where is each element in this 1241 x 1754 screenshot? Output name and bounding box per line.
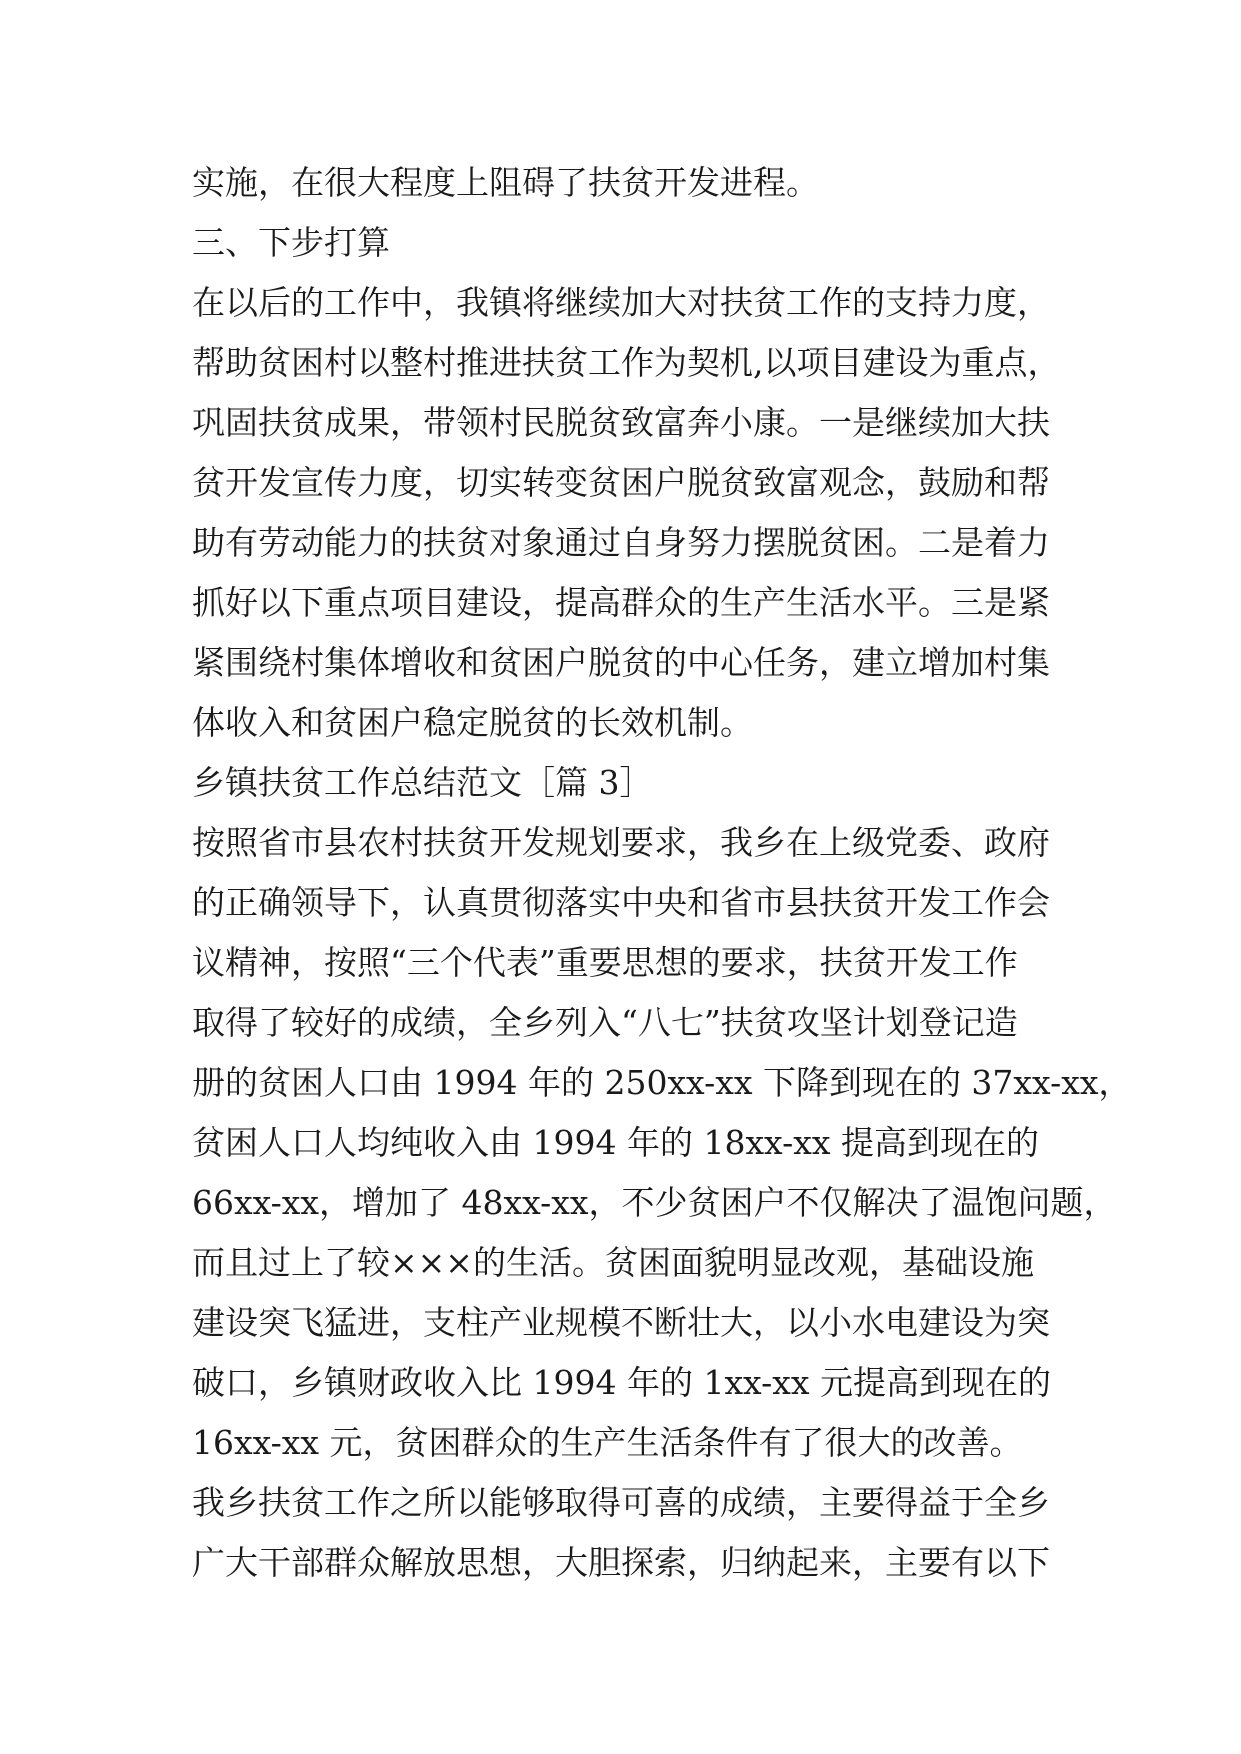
paragraph-line: 议精神，按照“三个代表”重要思想的要求，扶贫开发工作 — [192, 943, 1018, 982]
paragraph-line: 广大干部群众解放思想，大胆探索，归纳起来，主要有以下 — [192, 1543, 1050, 1582]
article-title: 乡镇扶贫工作总结范文［篇 3］ — [192, 763, 653, 802]
paragraph-line: 助有劳动能力的扶贫对象通过自身努力摆脱贫困。二是着力 — [192, 523, 1050, 562]
paragraph-line: 在以后的工作中，我镇将继续加大对扶贫工作的支持力度， — [192, 283, 1050, 322]
paragraph-line: 的正确领导下，认真贯彻落实中央和省市县扶贫开发工作会 — [192, 883, 1050, 922]
paragraph-line: 取得了较好的成绩，全乡列入“八七”扶贫攻坚计划登记造 — [192, 1003, 1018, 1042]
paragraph-line: 实施，在很大程度上阻碍了扶贫开发进程。 — [192, 163, 819, 202]
paragraph-line: 我乡扶贫工作之所以能够取得可喜的成绩，主要得益于全乡 — [192, 1483, 1050, 1522]
paragraph-line: 按照省市县农村扶贫开发规划要求，我乡在上级党委、政府 — [192, 823, 1050, 862]
paragraph-line: 册的贫困人口由 1994 年的 250xx-xx 下降到现在的 37xx-xx， — [192, 1063, 1132, 1102]
paragraph-line: 贫困人口人均纯收入由 1994 年的 18xx-xx 提高到现在的 — [192, 1123, 1039, 1162]
paragraph-line: 而且过上了较×××的生活。贫困面貌明显改观，基础设施 — [192, 1243, 1034, 1282]
paragraph-line: 体收入和贫困户稳定脱贫的长效机制。 — [192, 703, 753, 742]
section-heading: 三、下步打算 — [192, 223, 390, 262]
paragraph-line: 帮助贫困村以整村推进扶贫工作为契机,以项目建设为重点， — [192, 343, 1061, 382]
paragraph-line: 巩固扶贫成果，带领村民脱贫致富奔小康。一是继续加大扶 — [192, 403, 1050, 442]
paragraph-line: 66xx-xx，增加了 48xx-xx，不少贫困户不仅解决了温饱问题， — [192, 1183, 1117, 1222]
paragraph-line: 抓好以下重点项目建设，提高群众的生产生活水平。三是紧 — [192, 583, 1050, 622]
paragraph-line: 紧围绕村集体增收和贫困户脱贫的中心任务，建立增加村集 — [192, 643, 1050, 682]
paragraph-line: 破口，乡镇财政收入比 1994 年的 1xx-xx 元提高到现在的 — [192, 1363, 1051, 1402]
paragraph-line: 贫开发宣传力度，切实转变贫困户脱贫致富观念，鼓励和帮 — [192, 463, 1050, 502]
paragraph-line: 16xx-xx 元，贫困群众的生产生活条件有了很大的改善。 — [192, 1423, 1023, 1462]
paragraph-line: 建设突飞猛进，支柱产业规模不断壮大，以小水电建设为突 — [192, 1303, 1050, 1342]
